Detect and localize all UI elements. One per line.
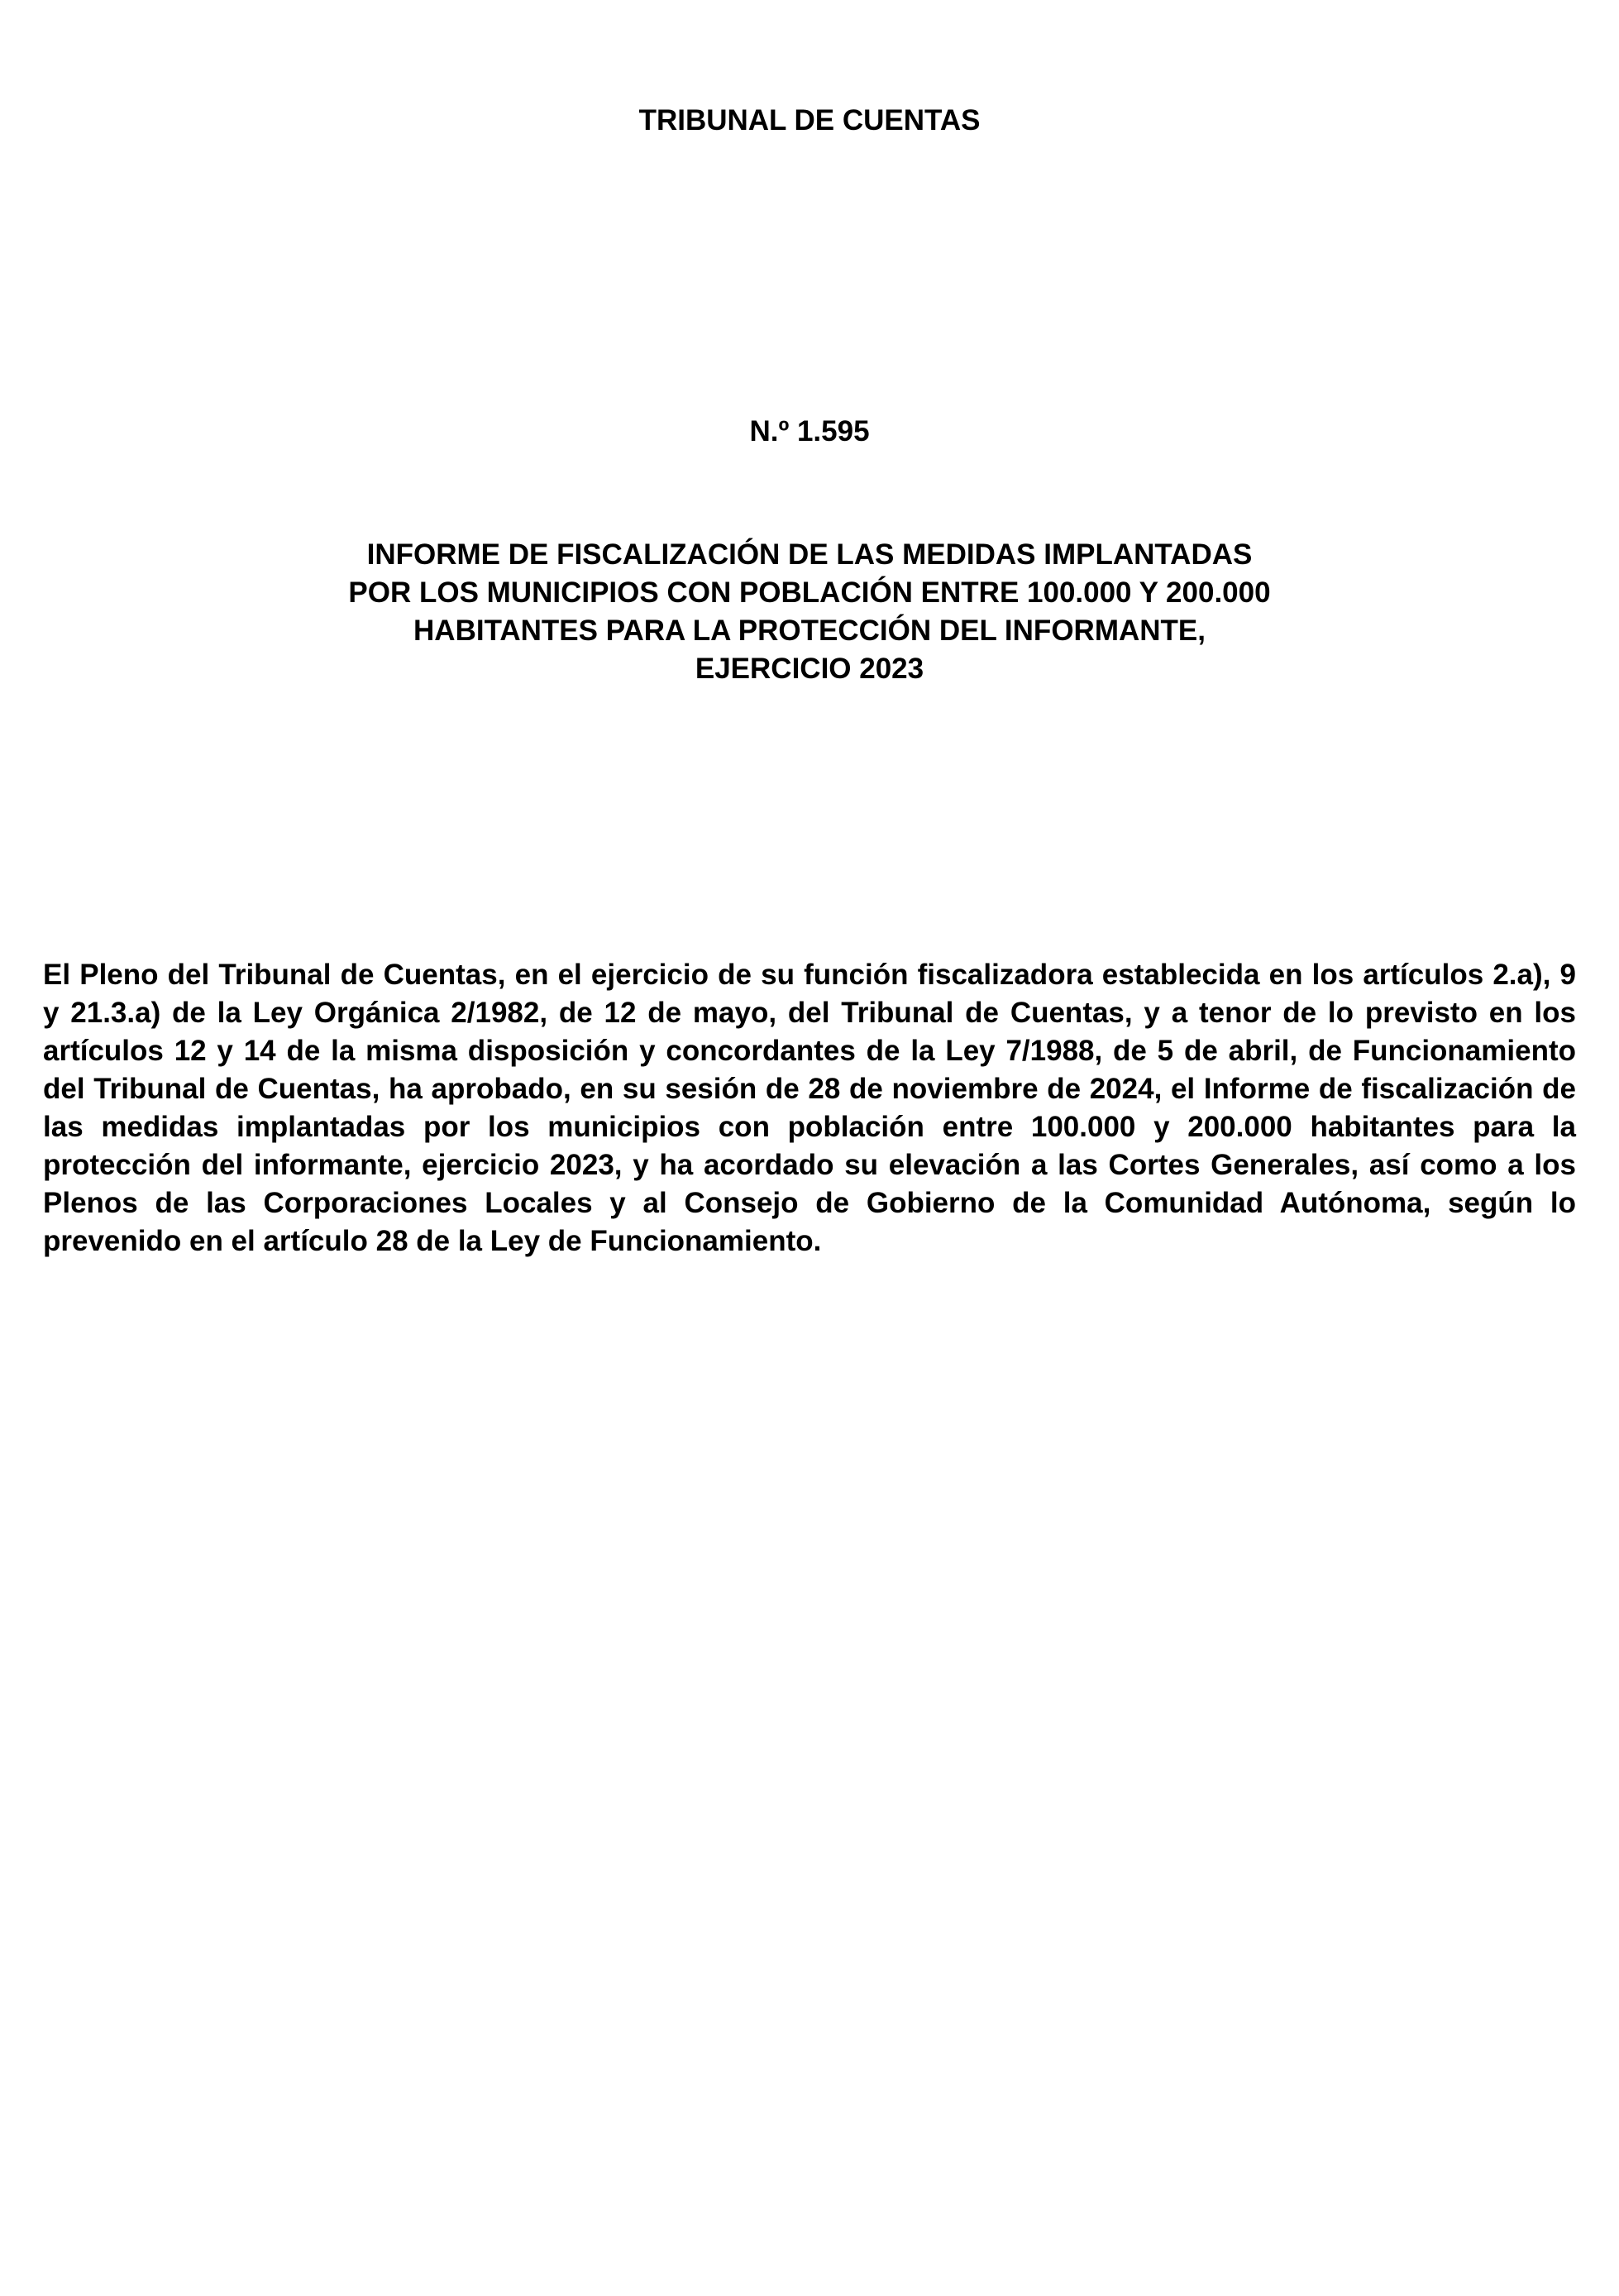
approval-paragraph: El Pleno del Tribunal de Cuentas, en el ejercicio de su función fiscalizadora establecida en los artículos 2.a), 9 y 21.3.a) de la Ley Orgánica 2/1982, de 12 de mayo, del Tribunal de Cuentas, y a tenor de lo previsto en los artículos 12 y 14 de la misma disposición y concordantes de la Ley 7/1988, de 5 de abril, de Funcionamiento del Tribunal de Cuentas, ha aprobado, en su sesión de 28 de noviembre de 2024, el Informe de fiscalización de las medidas implantadas por los municipios con población entre 100.000 y 200.000 habitantes para la protección del informante, ejercicio 2023, y ha acordado su elevación a las Cortes Generales, así como a los Plenos de las Corporaciones Locales y al Consejo de Gobierno de la Comunidad Autónoma, según lo prevenido en el artículo 28 de la Ley de Funcionamiento.	[43, 959, 1576, 1257]
report-number: N.º 1.595	[749, 415, 870, 447]
report-title-line: INFORME DE FISCALIZACIÓN DE LAS MEDIDAS IMPLANTADAS	[366, 538, 1253, 571]
report-title-line: POR LOS MUNICIPIOS CON POBLACIÓN ENTRE 100.000 Y 200.000	[348, 576, 1271, 609]
report-title	[165, 536, 1454, 688]
report-title-line: EJERCICIO 2023	[695, 653, 924, 685]
report-title-line: HABITANTES PARA LA PROTECCIÓN DEL INFORMANTE,	[413, 615, 1206, 647]
institution-heading: TRIBUNAL DE CUENTAS	[638, 104, 981, 136]
